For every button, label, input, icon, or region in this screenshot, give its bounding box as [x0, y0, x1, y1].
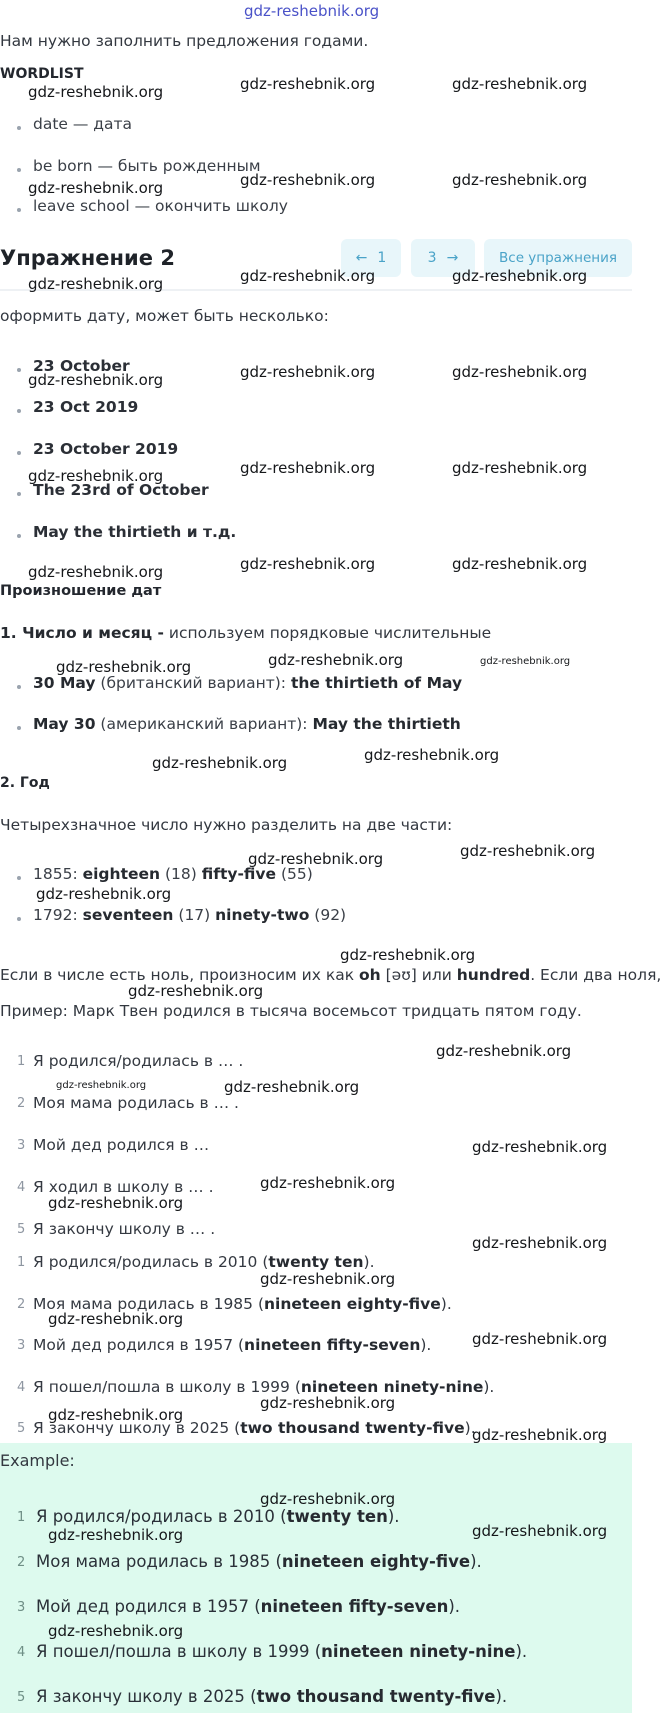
example-item: Я пошел/пошла в школу в 1999 (nineteen ninety-nine).	[36, 1642, 528, 1661]
year-part-2: fifty-five	[201, 865, 277, 883]
bullet-dot	[17, 208, 21, 212]
example-item: Я родился/родилась в 2010 (twenty ten).	[36, 1507, 400, 1526]
example-block	[0, 1443, 632, 1713]
watermark: gdz-reshebnik.org	[28, 83, 164, 101]
american-example	[33, 715, 461, 733]
bullet-dot	[17, 368, 21, 372]
next-exercise-label: 3	[427, 250, 437, 266]
watermark: gdz-reshebnik.org	[472, 1426, 608, 1444]
example-item: Моя мама родилась в 1985 (nineteen eighty-five).	[36, 1552, 482, 1571]
zero-rule-text	[0, 966, 661, 984]
bullet-dot	[17, 492, 21, 496]
example-number: 5	[17, 1690, 26, 1705]
watermark: gdz-reshebnik.org	[260, 1270, 396, 1288]
all-exercises-button[interactable]: Все упражнения	[484, 239, 632, 277]
british-example	[33, 674, 462, 692]
task-number: 3	[17, 1138, 26, 1153]
date-format-item: 23 October 2019	[33, 440, 179, 458]
watermark: gdz-reshebnik.org	[260, 1174, 396, 1192]
date-intro-text: оформить дату, может быть несколько:	[0, 307, 329, 325]
pronunciation-title: Произношение дат	[0, 583, 162, 599]
arrow-left-icon: ←	[355, 250, 368, 266]
british-note: (британский вариант):	[95, 674, 291, 692]
bullet-dot	[17, 409, 21, 413]
task-item: Мой дед родился в …	[33, 1136, 210, 1154]
task-number: 4	[17, 1180, 26, 1195]
watermark: gdz-reshebnik.org	[48, 1406, 184, 1424]
year-digits-1: (18)	[160, 865, 202, 883]
watermark: gdz-reshebnik.org	[48, 1526, 184, 1544]
watermark: gdz-reshebnik.org	[48, 1194, 184, 1212]
wordlist-item: date — дата	[33, 115, 133, 133]
watermark: gdz-reshebnik.org	[472, 1138, 608, 1156]
watermark: gdz-reshebnik.org	[48, 1310, 184, 1328]
watermark: gdz-reshebnik.org	[472, 1522, 608, 1540]
watermark: gdz-reshebnik.org	[224, 1078, 360, 1096]
watermark: gdz-reshebnik.org	[452, 171, 588, 189]
answer-number: 4	[17, 1380, 26, 1395]
bullet-dot	[17, 534, 21, 538]
bullet-dot	[17, 451, 21, 455]
year-part-1: eighteen	[82, 865, 161, 883]
bullet-dot	[17, 917, 21, 921]
exercise-title: Упражнение 2	[0, 246, 175, 270]
watermark: gdz-reshebnik.org	[240, 75, 376, 93]
watermark: gdz-reshebnik.org	[28, 179, 164, 197]
date-format-item: The 23rd of October	[33, 481, 209, 499]
watermark: gdz-reshebnik.org	[240, 363, 376, 381]
watermark: gdz-reshebnik.org	[56, 1080, 147, 1091]
year-part-1: seventeen	[82, 906, 174, 924]
watermark: gdz-reshebnik.org	[28, 563, 164, 581]
answer-item: Я пошел/пошла в школу в 1999 (nineteen ninety-nine).	[33, 1378, 495, 1396]
watermark: gdz-reshebnik.org	[28, 371, 164, 389]
watermark: gdz-reshebnik.org	[28, 467, 164, 485]
answer-item: Я родился/родилась в 2010 (twenty ten).	[33, 1253, 375, 1271]
watermark: gdz-reshebnik.org	[152, 754, 288, 772]
watermark: gdz-reshebnik.org	[480, 656, 571, 667]
task-number: 5	[17, 1222, 26, 1237]
task-number: 2	[17, 1096, 26, 1111]
date-format-item: 23 October	[33, 357, 130, 375]
section-month-text	[0, 624, 491, 642]
task-item: Моя мама родилась в … .	[33, 1094, 239, 1112]
bullet-dot	[17, 876, 21, 880]
zero-oh: oh	[359, 966, 381, 984]
answer-number: 5	[17, 1421, 26, 1436]
american-date: May 30	[33, 715, 96, 733]
watermark: gdz-reshebnik.org	[240, 459, 376, 477]
year-example	[33, 906, 346, 924]
answer-number: 2	[17, 1297, 26, 1312]
example-number: 4	[17, 1645, 26, 1660]
answer-item: Я закончу школу в 2025 (two thousand twenty-five).	[33, 1419, 476, 1437]
wordlist-item: be born — быть рожденным	[33, 157, 261, 175]
year-part-2: ninety-two	[215, 906, 310, 924]
arrow-right-icon: →	[446, 250, 459, 266]
watermark-top: gdz-reshebnik.org	[244, 2, 380, 20]
year-digits-2: (92)	[309, 906, 347, 924]
year-number: 1792:	[33, 906, 83, 924]
watermark: gdz-reshebnik.org	[268, 651, 404, 669]
watermark: gdz-reshebnik.org	[240, 171, 376, 189]
section-month-label: 1. Число и месяц -	[0, 624, 164, 642]
british-date: 30 May	[33, 674, 96, 692]
year-number: 1855:	[33, 865, 83, 883]
date-format-item: May the thirtieth и т.д.	[33, 523, 237, 541]
bullet-dot	[17, 126, 21, 130]
zero-rule-e: . Если два ноля,	[530, 966, 661, 984]
section-year-text: Четырехзначное число нужно разделить на две части:	[0, 816, 453, 834]
watermark: gdz-reshebnik.org	[452, 363, 588, 381]
zero-hundred: hundred	[456, 966, 531, 984]
intro-text: Нам нужно заполнить предложения годами.	[0, 32, 369, 50]
watermark: gdz-reshebnik.org	[340, 946, 476, 964]
example-sentence: Пример: Марк Твен родился в тысяча восемьсот тридцать пятом году.	[0, 1002, 582, 1020]
zero-rule-c: [əʊ] или	[380, 966, 457, 984]
section-month-rest: используем порядковые числительные	[163, 624, 492, 642]
prev-exercise-label: 1	[377, 250, 387, 266]
watermark: gdz-reshebnik.org	[460, 842, 596, 860]
watermark: gdz-reshebnik.org	[452, 555, 588, 573]
date-format-item: 23 Oct 2019	[33, 398, 139, 416]
answer-item: Моя мама родилась в 1985 (nineteen eighty-five).	[33, 1295, 452, 1313]
watermark: gdz-reshebnik.org	[36, 885, 172, 903]
watermark: gdz-reshebnik.org	[452, 459, 588, 477]
example-item: Я закончу школу в 2025 (two thousand twenty-five).	[36, 1687, 508, 1706]
example-item: Мой дед родился в 1957 (nineteen fifty-seven).	[36, 1597, 461, 1616]
answer-item: Мой дед родился в 1957 (nineteen fifty-seven).	[33, 1336, 432, 1354]
watermark: gdz-reshebnik.org	[240, 555, 376, 573]
watermark: gdz-reshebnik.org	[240, 267, 376, 285]
watermark: gdz-reshebnik.org	[364, 746, 500, 764]
watermark: gdz-reshebnik.org	[260, 1394, 396, 1412]
bullet-dot	[17, 726, 21, 730]
wordlist-item: leave school — окончить школу	[33, 197, 288, 215]
example-number: 2	[17, 1555, 26, 1570]
american-reading: May the thirtieth	[312, 715, 461, 733]
example-number: 1	[17, 1510, 26, 1525]
watermark: gdz-reshebnik.org	[260, 1490, 396, 1508]
task-item: Я закончу школу в … .	[33, 1220, 216, 1238]
answer-number: 3	[17, 1338, 26, 1353]
watermark: gdz-reshebnik.org	[28, 275, 164, 293]
bullet-dot	[17, 168, 21, 172]
watermark: gdz-reshebnik.org	[128, 982, 264, 1000]
watermark: gdz-reshebnik.org	[436, 1042, 572, 1060]
year-digits-1: (17)	[173, 906, 216, 924]
bullet-dot	[17, 685, 21, 689]
british-reading: the thirtieth of May	[290, 674, 463, 692]
zero-rule-a: Если в числе есть ноль, произносим их как	[0, 966, 359, 984]
watermark: gdz-reshebnik.org	[56, 658, 192, 676]
wordlist-title: WORDLIST	[0, 66, 84, 82]
section-year-title: 2. Год	[0, 775, 50, 791]
watermark: gdz-reshebnik.org	[472, 1330, 608, 1348]
watermark: gdz-reshebnik.org	[452, 75, 588, 93]
answer-number: 1	[17, 1255, 26, 1270]
american-note: (американский вариант):	[95, 715, 313, 733]
task-item: Я родился/родилась в … .	[33, 1052, 244, 1070]
watermark: gdz-reshebnik.org	[48, 1622, 184, 1640]
watermark: gdz-reshebnik.org	[452, 267, 588, 285]
task-item: Я ходил в школу в … .	[33, 1178, 214, 1196]
example-number: 3	[17, 1600, 26, 1615]
year-digits-2: (55)	[276, 865, 313, 883]
watermark: gdz-reshebnik.org	[248, 850, 384, 868]
task-number: 1	[17, 1054, 26, 1069]
watermark: gdz-reshebnik.org	[472, 1234, 608, 1252]
example-label: Example:	[0, 1451, 75, 1470]
